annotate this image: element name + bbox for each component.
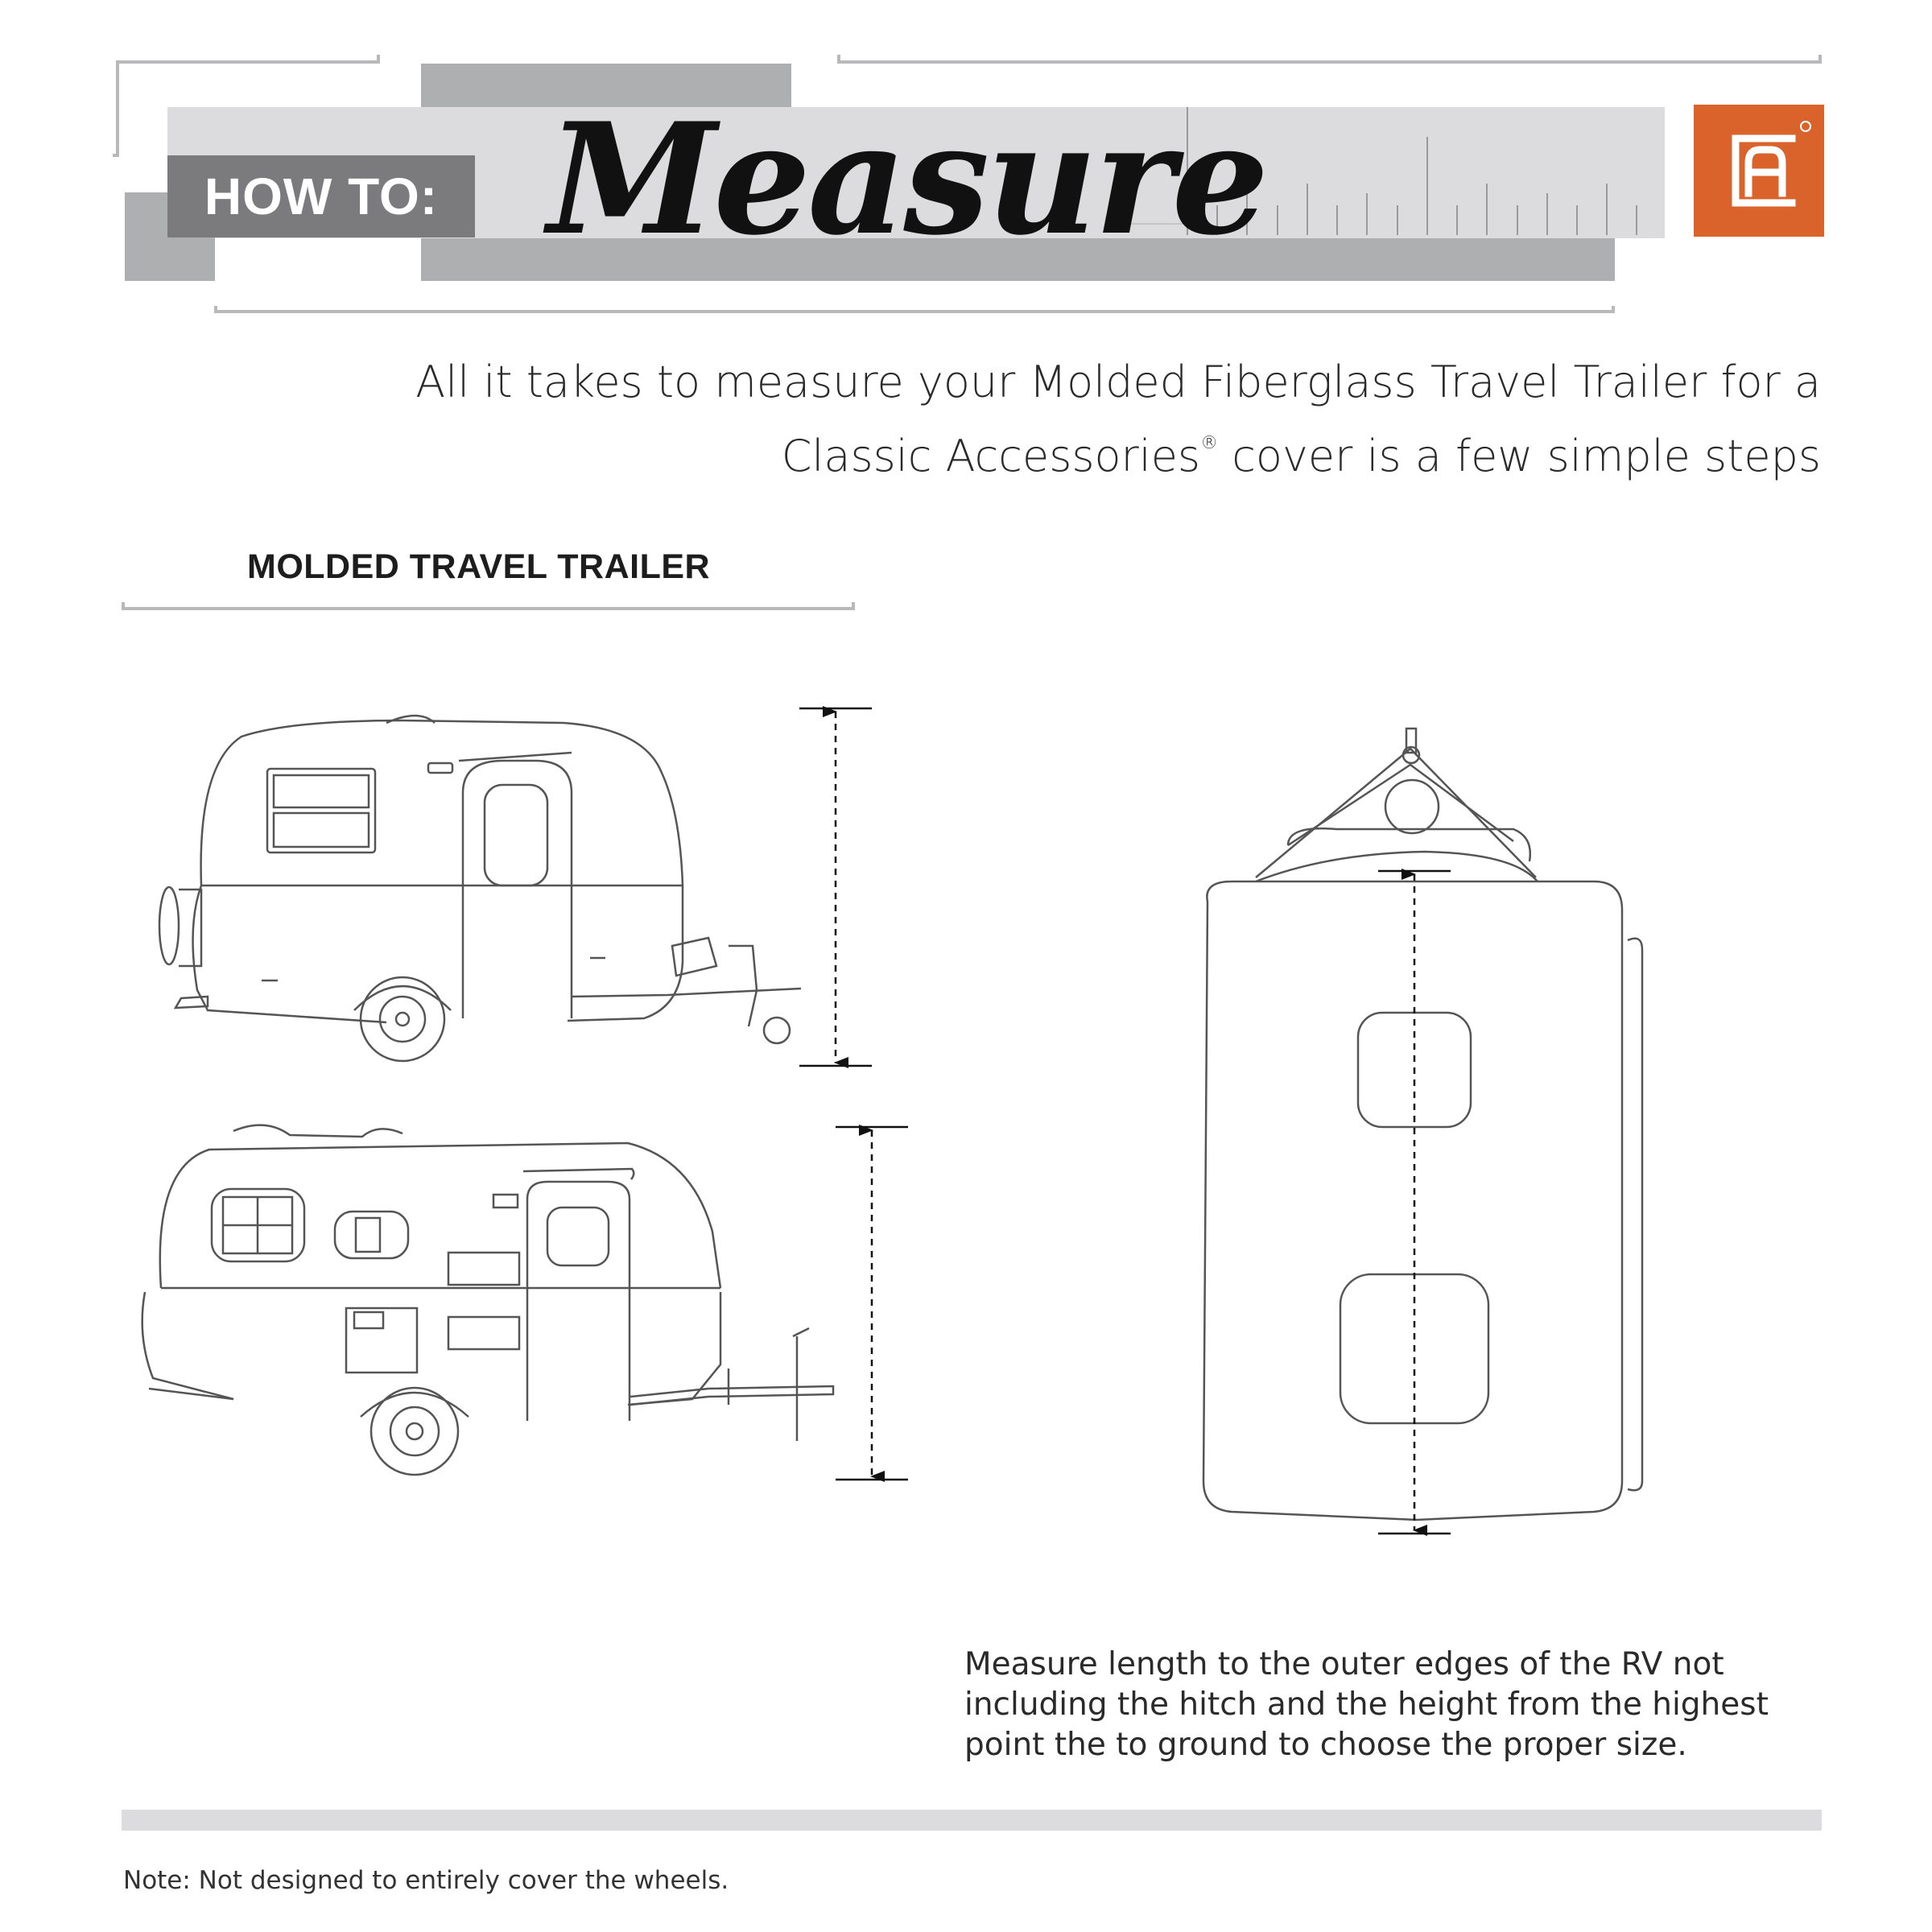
trailer-top-view-icon bbox=[1203, 729, 1642, 1520]
intro-line-2: Classic Accessories® cover is a few simple steps bbox=[781, 431, 1821, 481]
section-title: MOLDED TRAVEL TRAILER bbox=[247, 547, 711, 586]
height-dimension-2 bbox=[836, 1127, 908, 1480]
intro-line-1: All it takes to measure your Molded Fiberglass Travel Trailer for a bbox=[415, 357, 1821, 407]
height-dimension-1 bbox=[799, 708, 872, 1066]
length-dimension bbox=[1378, 871, 1451, 1534]
footer-divider-bar bbox=[122, 1810, 1822, 1831]
how-to-label: HOW TO: bbox=[204, 167, 439, 225]
footer-note: Note: Not designed to entirely cover the wheels. bbox=[123, 1866, 729, 1895]
page-title: Measure bbox=[547, 89, 1266, 269]
registered-mark: ® bbox=[1200, 433, 1219, 453]
trailer-side-view-icon bbox=[142, 1125, 833, 1475]
trailer-rear-view-icon bbox=[159, 716, 801, 1061]
measure-instructions: Measure length to the outer edges of the RV not including the hitch and the height from the highest point the to ground to choose the proper size. bbox=[964, 1646, 1769, 1763]
